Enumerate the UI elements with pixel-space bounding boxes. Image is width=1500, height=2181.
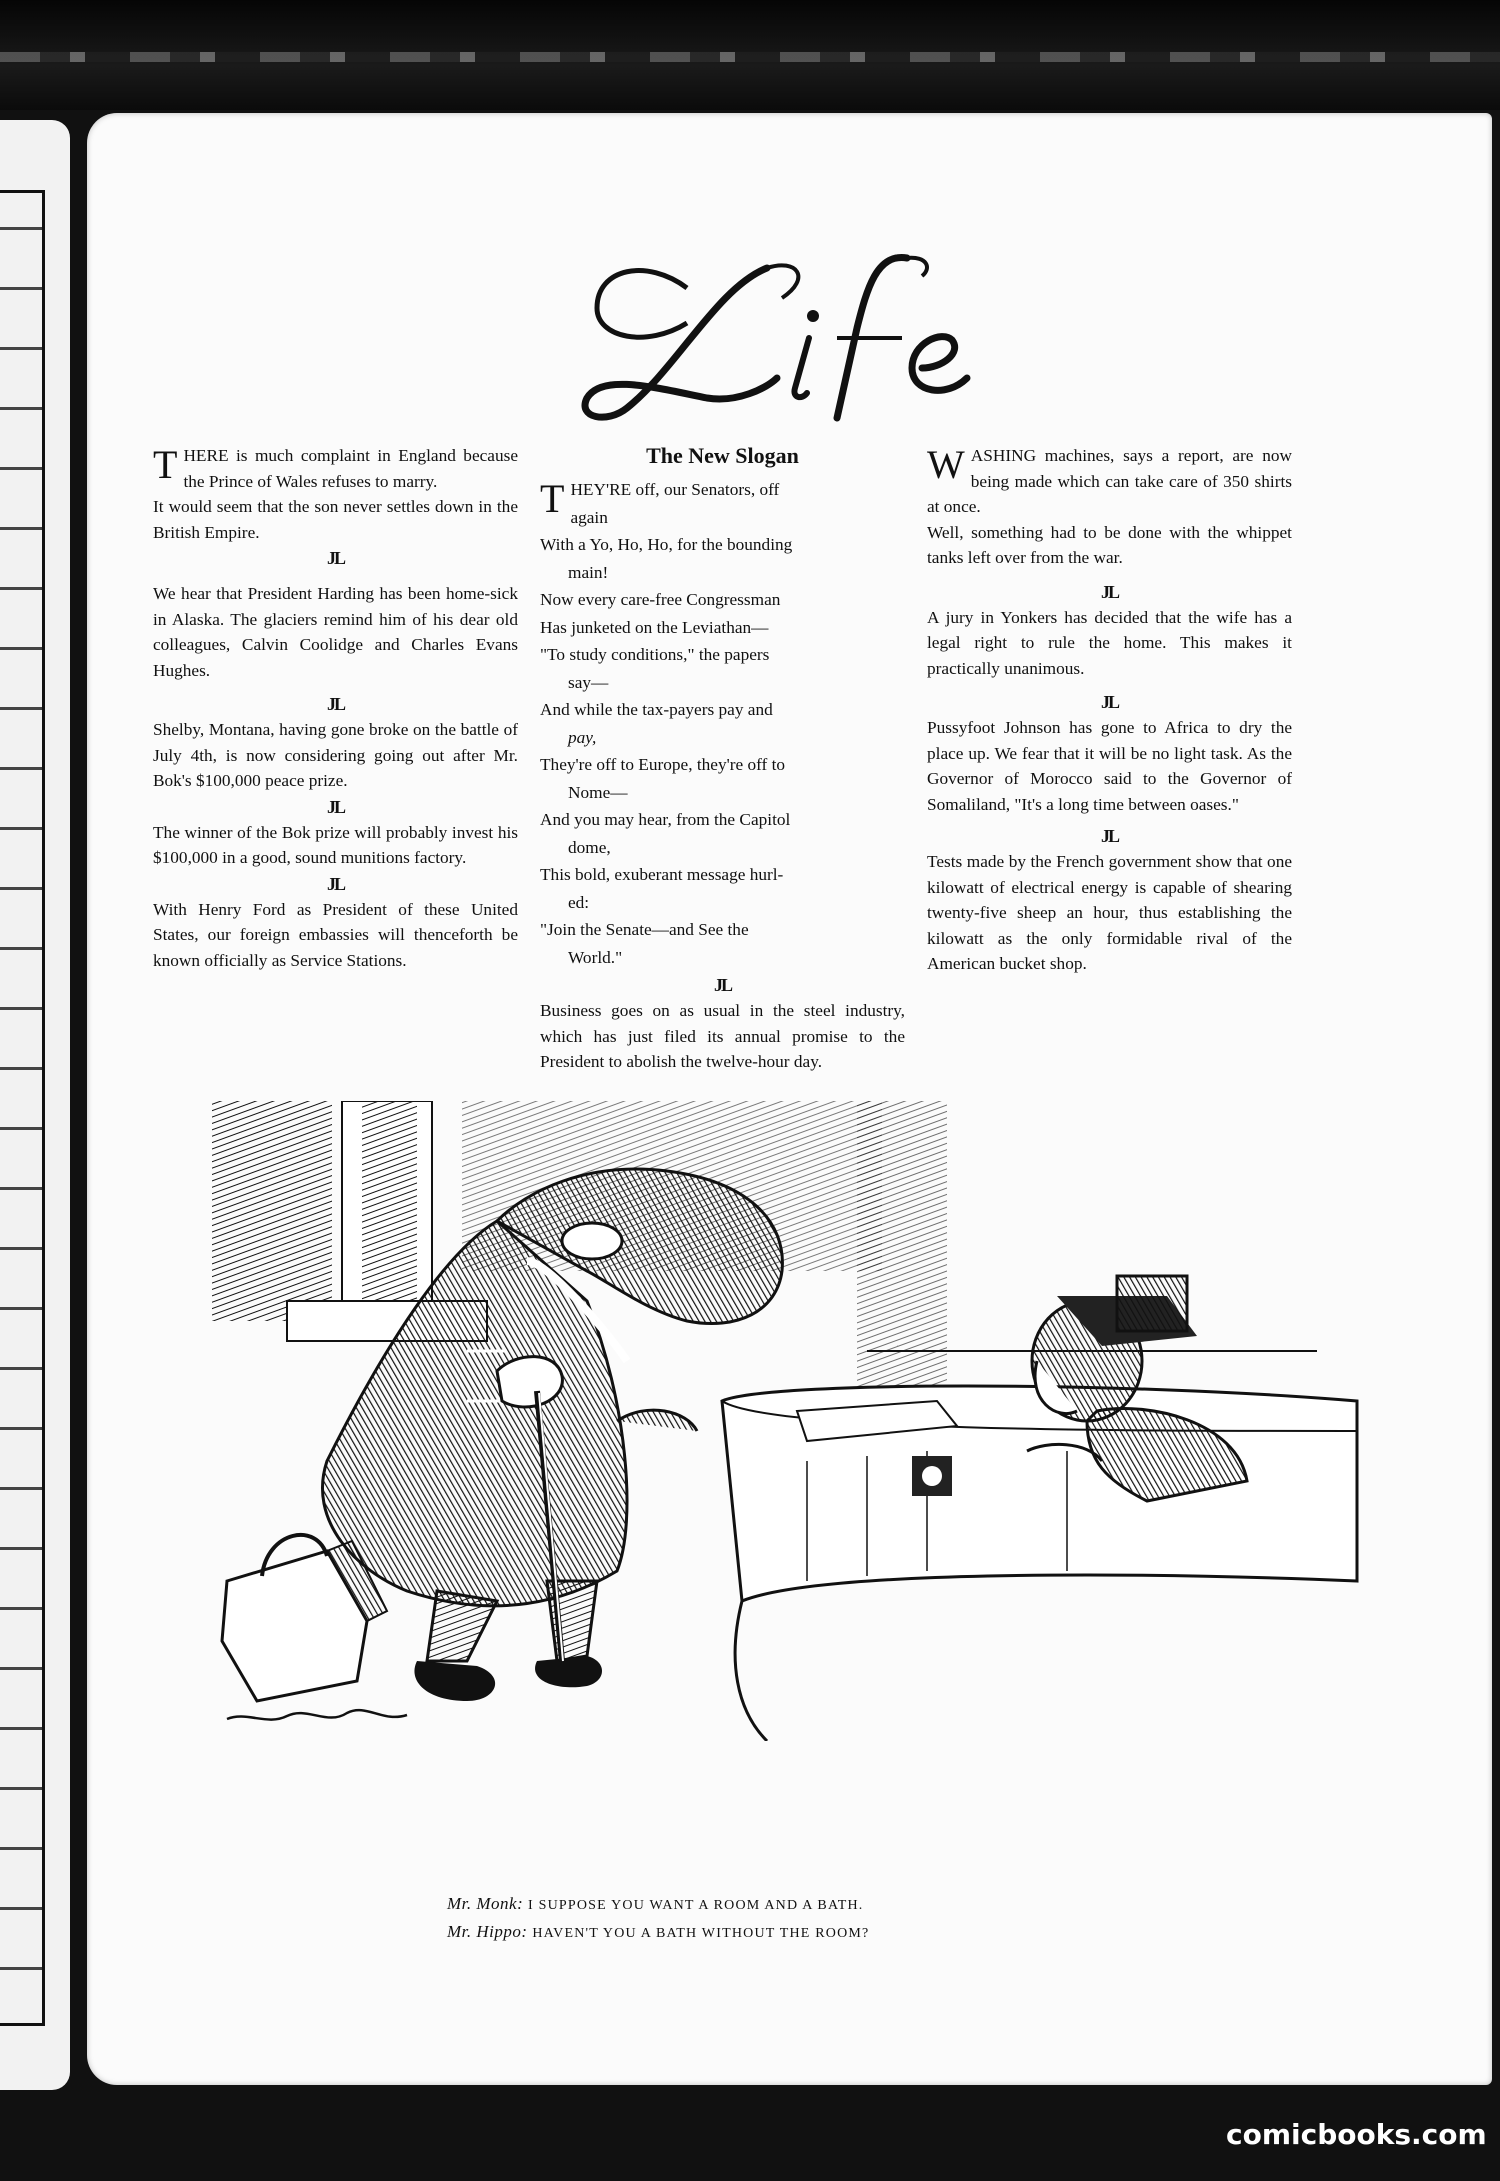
poem: THEY'RE off, our Senators, off again With a Yo, Ho, Ho, for the bounding main! Now every care-free Congressman Has junketed on the Leviathan— "To study conditions," the papers say— And while the tax-payers pay and pay, They're off to Europe, they're off to Nome— And you may hear, from the Capitol dome, This bold, exuberant message hurl- ed: "Join the Senate—and See the World." (540, 476, 793, 967)
paragraph-bok-prize: The winner of the Bok prize will probably invest his $100,000 in a good, sound munitions factory. (153, 822, 518, 867)
separator-mark: JL (1100, 826, 1118, 846)
scanner-top-edge (0, 0, 1500, 110)
paragraph-whippet-tanks: Well, something had to be done with the whippet tanks left over from the war. (927, 522, 1292, 567)
paragraph-steel-industry: Business goes on as usual in the steel industry, which has just filed its annual promise to the President to abolish the twelve-hour day. (540, 1001, 905, 1071)
paragraph-yonkers-jury: A jury in Yonkers has decided that the wife has a legal right to rule the home. This makes it practically unanimous. (927, 607, 1292, 678)
paragraph-henry-ford: With Henry Ford as President of these United States, our foreign embassies will thenceforth be known officially as Service Stations. (153, 899, 518, 970)
cartoon-caption (447, 1891, 1167, 1947)
paragraph-harding-alaska: We hear that President Harding has been home-sick in Alaska. The glaciers remind him of his dear old colleagues, Calvin Coolidge and Charles Evans Hughes. (153, 584, 518, 680)
drop-cap: W (927, 442, 965, 487)
drop-cap: T (540, 476, 565, 521)
drop-cap: T (153, 442, 178, 487)
caption-line-monk: Mr. Monk: I SUPPOSE YOU WANT A ROOM AND A BATH. (447, 1894, 864, 1913)
separator-mark: JL (713, 975, 731, 995)
column-right (927, 443, 1292, 977)
poem-title: The New Slogan (646, 443, 799, 468)
magazine-page (87, 113, 1492, 2085)
caption-line-hippo: Mr. Hippo: HAVEN'T YOU A BATH WITHOUT THE ROOM? (447, 1922, 870, 1941)
paragraph-pussyfoot-johnson: Pussyfoot Johnson has gone to Africa to dry the place up. We fear that it will be no light task. As the Governor of Morocco said to the Governor of Somaliland, "It's a long time between oases." (927, 718, 1292, 814)
paragraph-shelby-montana: Shelby, Montana, having gone broke on the battle of July 4th, is now considering going out after Mr. Bok's $100,000 peace prize. (153, 720, 518, 790)
facing-page-edge (0, 120, 70, 2090)
paragraph-washing-machines: WASHING machines, says a report, are now being made which can take care of 350 shirts at once. (927, 442, 1292, 516)
life-masthead-logo (567, 228, 1047, 428)
paragraph-british-empire: It would seem that the son never settles down in the British Empire. (153, 497, 518, 542)
column-middle (540, 443, 905, 1075)
separator-mark: JL (326, 548, 344, 568)
separator-mark: JL (326, 694, 344, 714)
facing-page-ornament (0, 190, 45, 2026)
separator-mark: JL (326, 796, 344, 817)
column-left (153, 443, 518, 973)
separator-mark: JL (1100, 581, 1118, 602)
separator-mark: JL (1100, 692, 1118, 712)
separator-mark: JL (326, 873, 344, 894)
site-watermark: comicbooks.com (1226, 2118, 1487, 2151)
paragraph-kilowatt: Tests made by the French government show that one kilowatt of electrical energy is capable of shearing twenty-five sheep an hour, thus establishing the kilowatt as the only formidable rival of the American bucket shop. (927, 852, 1292, 973)
paragraph-prince-of-wales: THERE is much complaint in England because the Prince of Wales refuses to marry. (153, 442, 518, 491)
hippo-monkey-hotel-cartoon (167, 1101, 1387, 1741)
